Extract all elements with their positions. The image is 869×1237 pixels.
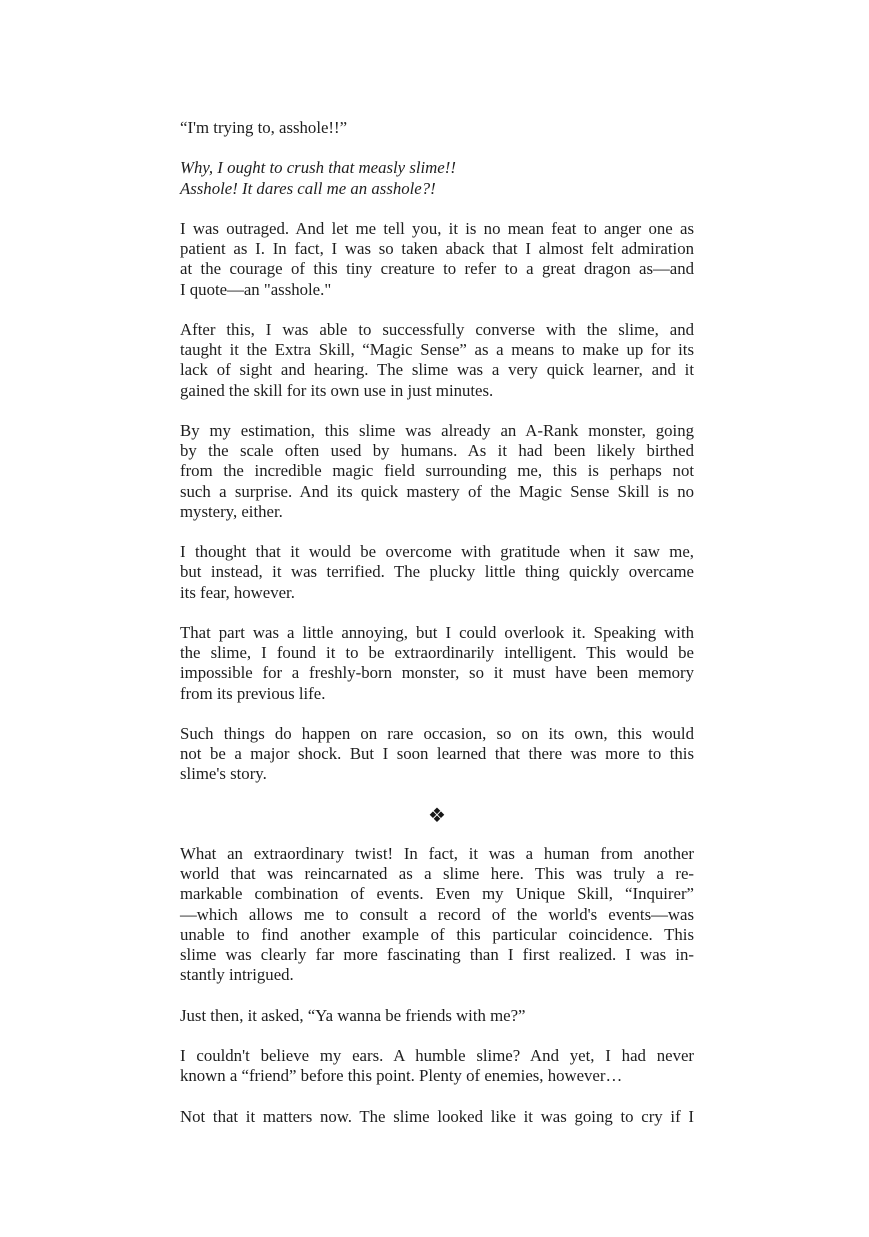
text-line: but instead, it was terrified. The plucky little thing quickly overcame: [180, 562, 694, 582]
text-line: unable to find another example of this particular coincidence. This: [180, 924, 694, 944]
text-line: from its previous life.: [180, 683, 326, 703]
text-line: at the courage of this tiny creature to refer to a great dragon as—and: [180, 259, 694, 279]
page-text: [180, 118, 694, 1147]
paragraph-inner-monologue: [180, 158, 694, 198]
paragraph-narration: [180, 320, 694, 401]
text-line: lack of sight and hearing. The slime was a very quick learner, and it: [180, 360, 694, 380]
text-line: Such things do happen on rare occasion, so on its own, this would: [180, 723, 694, 743]
text-line: “I'm trying to, asshole!!”: [180, 118, 348, 137]
text-line: from the incredible magic field surrounding me, this is perhaps not: [180, 461, 694, 481]
text-line: markable combination of events. Even my Unique Skill, “Inquirer”: [180, 884, 694, 904]
text-line: slime's story.: [180, 764, 267, 784]
text-line: stantly intrigued.: [180, 965, 294, 985]
paragraph-narration: [180, 623, 694, 704]
paragraph-narration: [180, 844, 694, 985]
text-line: by the scale often used by humans. As it had been likely birthed: [180, 441, 694, 461]
paragraph-narration: [180, 1107, 694, 1127]
text-line: mystery, either.: [180, 501, 283, 521]
text-line: I was outraged. And let me tell you, it is no mean feat to anger one as: [180, 218, 694, 238]
paragraph-narration: [180, 219, 694, 300]
paragraph-dialogue: [180, 1006, 694, 1026]
text-line: Why, I ought to crush that measly slime!!: [180, 158, 456, 178]
section-divider-ornament-icon: ❖: [428, 802, 446, 827]
text-line: patient as I. In fact, I was so taken aback that I almost felt admiration: [180, 239, 694, 259]
text-line: taught it the Extra Skill, “Magic Sense” as a means to make up for its: [180, 340, 694, 360]
paragraph-narration: [180, 542, 694, 603]
paragraph-dialogue: [180, 118, 694, 138]
text-line: Not that it matters now. The slime looked like it was going to cry if I: [180, 1106, 694, 1126]
paragraph-narration: [180, 724, 694, 785]
text-line: impossible for a freshly-born monster, so it must have been memory: [180, 663, 694, 683]
text-line: the slime, I found it to be extraordinarily intelligent. This would be: [180, 643, 694, 663]
text-line: I thought that it would be overcome with gratitude when it saw me,: [180, 542, 694, 562]
text-line: Asshole! It dares call me an asshole?!: [180, 178, 436, 198]
text-line: gained the skill for its own use in just minutes.: [180, 380, 494, 400]
text-line: Just then, it asked, “Ya wanna be friends with me?”: [180, 1005, 526, 1025]
text-line: After this, I was able to successfully converse with the slime, and: [180, 319, 694, 339]
paragraph-narration: [180, 1046, 694, 1086]
text-line: What an extraordinary twist! In fact, it was a human from another: [180, 843, 694, 863]
text-line: I couldn't believe my ears. A humble slime? And yet, I had never: [180, 1045, 694, 1065]
text-line: its fear, however.: [180, 582, 295, 602]
text-line: slime was clearly far more fascinating than I first realized. I was in-: [180, 945, 694, 964]
paragraph-narration: [180, 421, 694, 522]
text-line: That part was a little annoying, but I could overlook it. Speaking with: [180, 622, 694, 642]
text-line: —which allows me to consult a record of the world's events—was: [180, 904, 694, 924]
text-line: I quote—an "asshole.": [180, 279, 332, 299]
text-line: such a surprise. And its quick mastery of the Magic Sense Skill is no: [180, 481, 694, 501]
text-line: world that was reincarnated as a slime here. This was truly a re-: [180, 864, 694, 884]
text-line: known a “friend” before this point. Plenty of enemies, however…: [180, 1066, 623, 1086]
text-line: By my estimation, this slime was already an A-Rank monster, going: [180, 420, 694, 440]
text-line: not be a major shock. But I soon learned that there was more to this: [180, 744, 694, 764]
